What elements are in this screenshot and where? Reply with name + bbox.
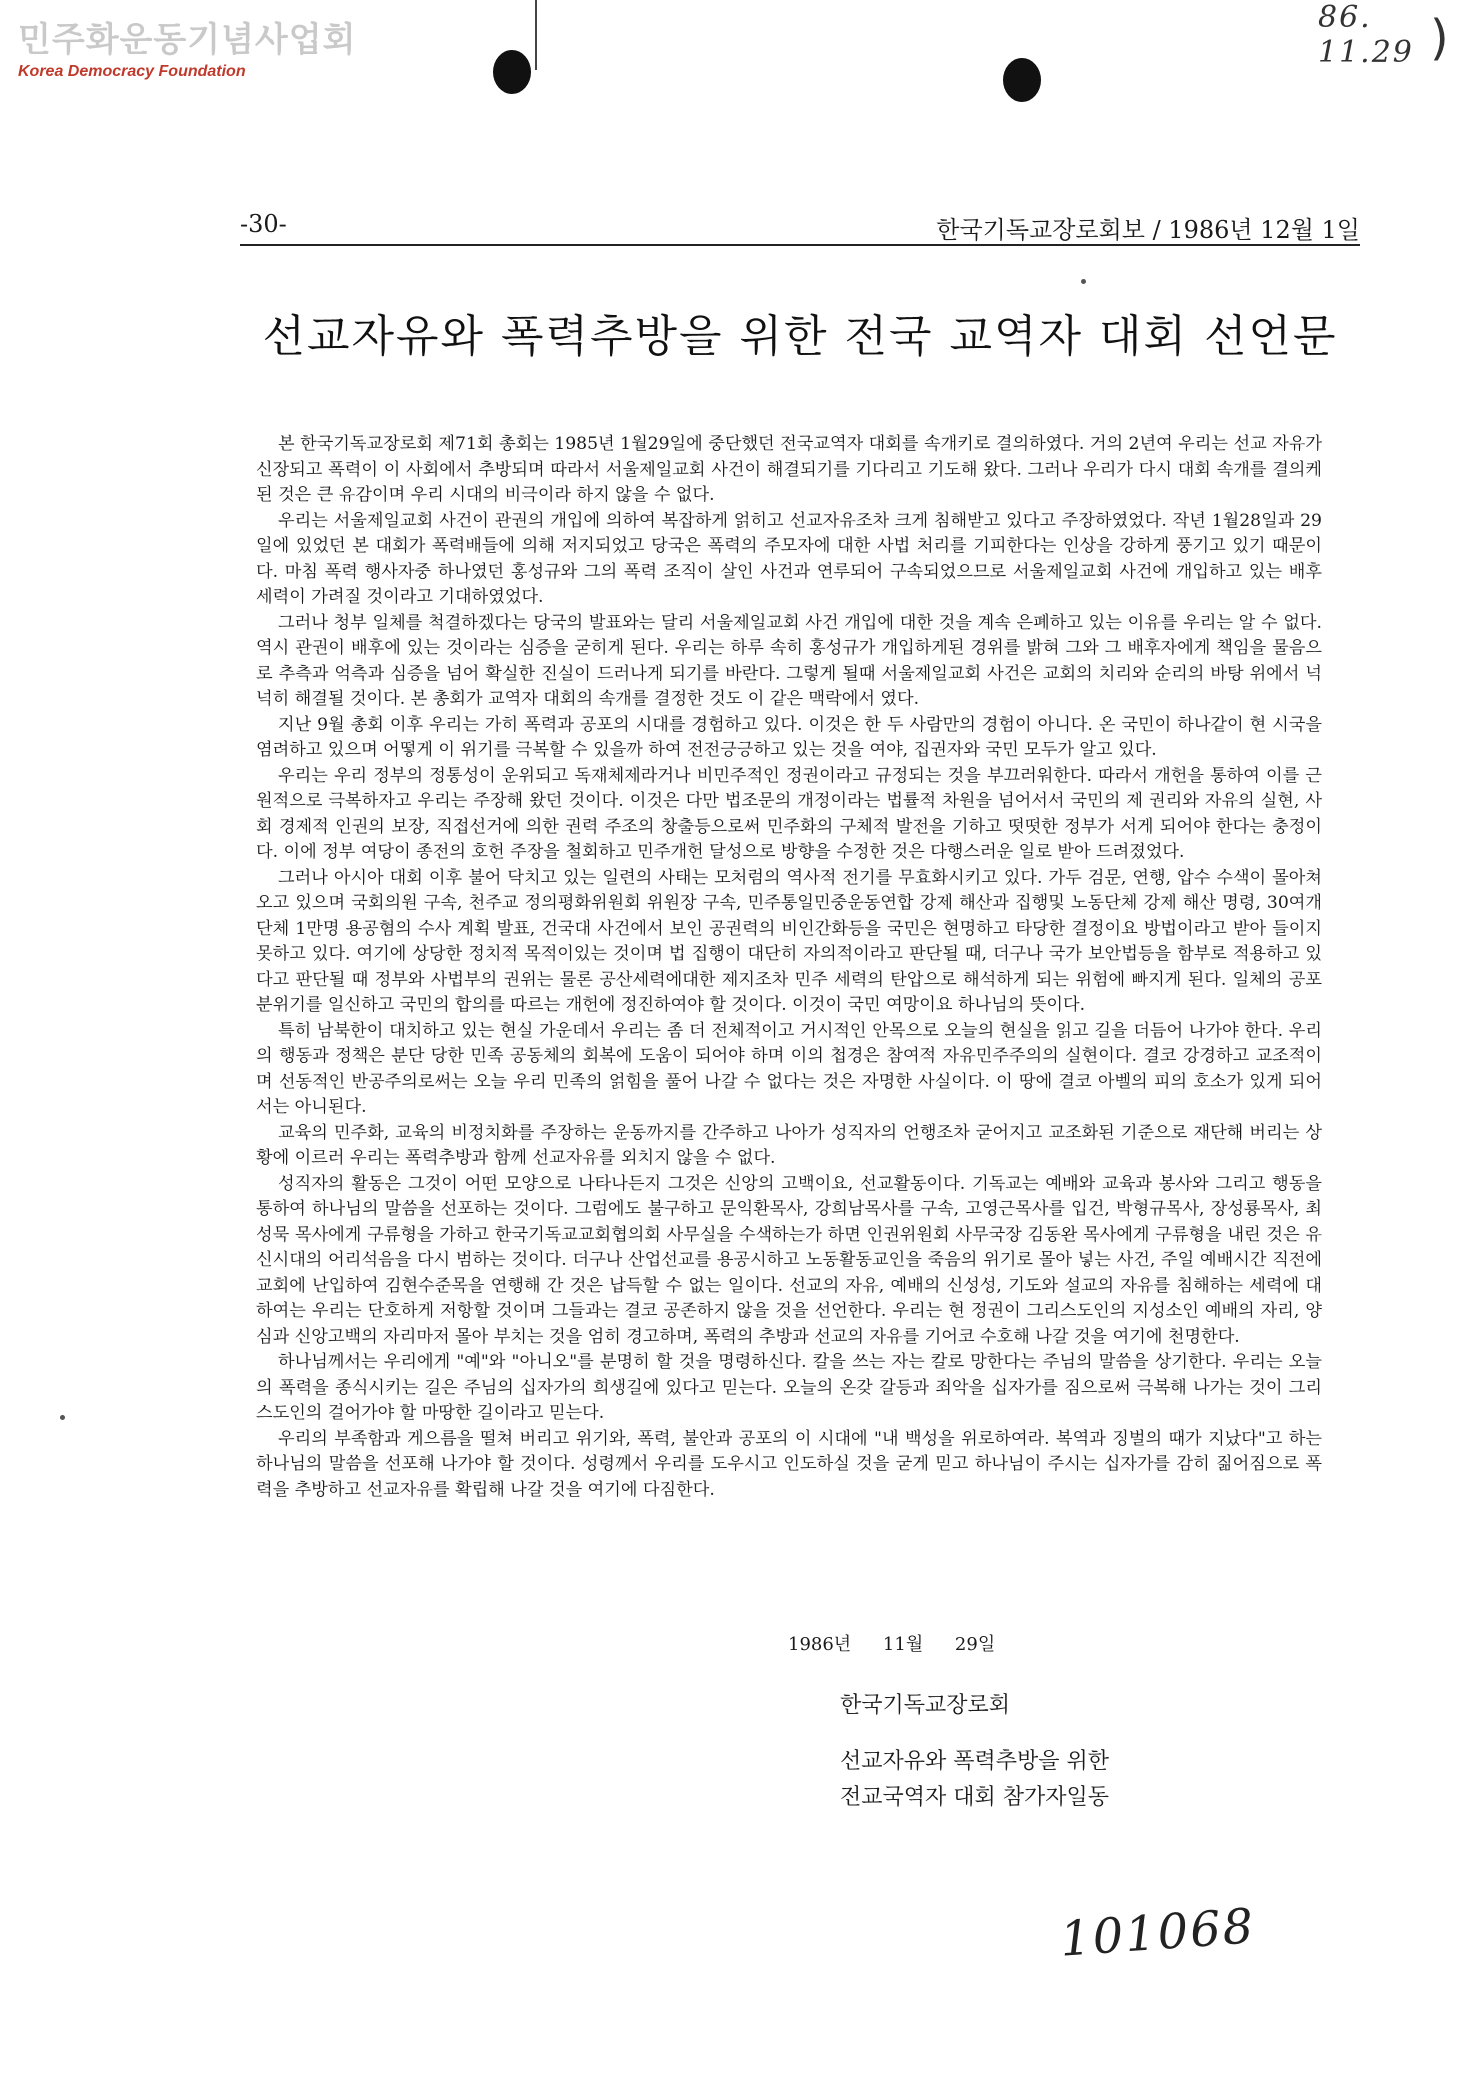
handwritten-bracket: )	[1430, 10, 1449, 66]
paragraph: 우리의 부족함과 게으름을 떨쳐 버리고 위기와, 폭력, 불안과 공포의 이 시대에 "내 백성을 위로하여라. 복역과 징벌의 때가 지났다"고 하는 하나님의 말씀을 선포해 나가야 할 것이다. 성령께서 우리를 도우시고 인도하실 것을 굳게 믿고 하나님이 주시는 십자가를 감히 짊어짐으로 폭력을 추방하고 선교자유를 확립해 나갈 것을 여기에 다짐한다.	[256, 1428, 1323, 1500]
signature-organization: 한국기독교장로회	[840, 1693, 1011, 1718]
handwritten-date: 86. 11.29	[1318, 0, 1414, 70]
signature-group	[840, 1744, 1109, 1816]
paragraph: 그러나 청부 일체를 척결하겠다는 당국의 발표와는 달리 서울제일교회 사건 개입에 대한 것을 계속 은폐하고 있는 이유를 우리는 알 수 없다. 역시 관권이 배후에 있는 것이라는 심증을 굳히게 된다. 우리는 하루 속히 홍성규가 개입하게된 경위를 밝혀 그와 그 배후자에게 책임을 물음으로 추측과 억측과 심증을 넘어 확실한 진실이 드러나게 되기를 바란다. 그렇게 될때 서울제일교회 사건은 교회의 치리와 순리의 바탕 위에서 넉넉히 해결될 것이다. 본 총회가 교역자 대회의 속개를 결정한 것도 이 같은 맥락에서 였다.	[256, 612, 1322, 709]
paragraph: 그러나 아시아 대회 이후 불어 닥치고 있는 일련의 사태는 모처럼의 역사적 전기를 무효화시키고 있다. 가두 검문, 연행, 압수 수색이 몰아쳐 오고 있으며 국회의원 구속, 천주교 정의평화위원회 위원장 구속, 민주통일민중운동연합 강제 해산과 집행및 노동단체 강제 해산 명령, 30여개 단체 1만명 용공혐의 수사 계획 발표, 건국대 사건에서 보인 공권력의 비인간화등을 국민은 현명하고 타당한 결정이요 방법이라고 받아 들이지 못하고 있다. 여기에 상당한 정치적 목적이있는 것이며 법 집행이 대단히 자의적이라고 판단될 때, 더구나 국가 보안법등을 함부로 적용하고 있다고 판단될 때 정부와 사법부의 권위는 물론 공산세력에대한 제지조차 민주 세력의 탄압으로 해석하게 되는 위험에 빠지게 된다. 일체의 공포분위기를 일신하고 국민의 합의를 따르는 개헌에 정진하여야 할 것이다. 이것이 국민 여망이요 하나님의 뜻이다.	[256, 867, 1322, 1015]
page-header	[240, 210, 1360, 246]
scan-speck	[60, 1415, 65, 1420]
punch-hole-left	[493, 50, 531, 94]
watermark-logo	[18, 20, 356, 82]
punch-hole-right	[1003, 58, 1041, 102]
page-number: -30-	[240, 210, 287, 238]
scan-speck	[1081, 279, 1086, 284]
paragraph: 우리는 우리 정부의 정통성이 운위되고 독재체제라거나 비민주적인 정권이라고 규정되는 것을 부끄러워한다. 따라서 개헌을 통하여 이를 근원적으로 극복하자고 우리는 주장해 왔던 것이다. 이것은 다만 법조문의 개정이라는 법률적 차원을 넘어서서 국민의 제 권리와 자유의 실현, 사회 경제적 인권의 보장, 직접선거에 의한 권력 주조의 창출등으로써 민주화의 구체적 발전을 기하고 떳떳한 정부가 서게 되어야 한다는 충정이다. 이에 정부 여당이 종전의 호헌 주장을 철회하고 민주개헌 달성으로 방향을 수정한 것은 다행스러운 일로 받아 드려졌었다.	[256, 765, 1322, 862]
paragraph: 특히 남북한이 대치하고 있는 현실 가운데서 우리는 좀 더 전체적이고 거시적인 안목으로 오늘의 현실을 읽고 길을 더듬어 나가야 한다. 우리의 행동과 정책은 분단 당한 민족 공동체의 회복에 도움이 되어야 하며 이의 첩경은 참여적 자유민주주의의 실현이다. 결코 강경하고 교조적이며 선동적인 반공주의로써는 오늘 우리 민족의 얽힘을 풀어 나갈 수 없다는 것은 자명한 사실이다. 이 땅에 결코 아벨의 피의 호소가 있게 되어서는 아니된다.	[256, 1020, 1322, 1117]
signature-group-line: 선교자유와 폭력추방을 위한	[840, 1749, 1110, 1774]
watermark-english: Korea Democracy Foundation	[18, 63, 246, 80]
handwritten-archive-number: 101068	[1058, 1898, 1257, 1968]
declaration-body	[256, 432, 1322, 1503]
paragraph: 교육의 민주화, 교육의 비정치화를 주장하는 운동까지를 간주하고 나아가 성직자의 언행조차 굳어지고 교조화된 기준으로 재단해 버리는 상황에 이르러 우리는 폭력추방과 함께 선교자유를 외치지 않을 수 없다.	[256, 1122, 1322, 1168]
fold-line	[535, 0, 537, 70]
publication-info: 한국기독교장로회보 / 1986년 12월 1일	[936, 216, 1360, 244]
paragraph: 본 한국기독교장로회 제71회 총회는 1985년 1월29일에 중단했던 전국교역자 대회를 속개키로 결의하였다. 거의 2년여 우리는 선교 자유가 신장되고 폭력이 이 사회에서 추방되며 따라서 서울제일교회 사건이 해결되기를 기다리고 기도해 왔다. 그러나 우리가 다시 대회 속개를 결의케된 것은 큰 유감이며 우리 시대의 비극이라 하지 않을 수 없다.	[256, 434, 1322, 505]
paragraph: 지난 9월 총회 이후 우리는 가히 폭력과 공포의 시대를 경험하고 있다. 이것은 한 두 사람만의 경험이 아니다. 온 국민이 하나같이 현 시국을 염려하고 있으며 어떻게 이 위기를 극복할 수 있을까 하여 전전긍긍하고 있는 것을 여야, 집권자와 국민 모두가 알고 있다.	[256, 714, 1322, 760]
paragraph: 성직자의 활동은 그것이 어떤 모양으로 나타나든지 그것은 신앙의 고백이요, 선교활동이다. 기독교는 예배와 교육과 봉사와 그리고 행동을 통하여 하나님의 말씀을 선포하는 것이다. 그럼에도 불구하고 문익환목사, 강희남목사를 구속, 고영근목사를 입건, 박형규목사, 장성룡목사, 최성묵 목사에게 구류형을 가하고 한국기독교교회협의회 사무실을 수색하는가 하면 인권위원회 사무국장 김동완 목사에게 구류형을 내린 것은 유신시대의 어리석음을 다시 범하는 것이다. 더구나 산업선교를 용공시하고 노동활동교인을 죽음의 위기로 몰아 넣는 사건, 주일 예배시간 직전에 교회에 난입하여 김현수준목을 연행해 간 것은 납득할 수 없는 일이다. 선교의 자유, 예배의 신성성, 기도와 설교의 자유를 침해하는 세력에 대하여는 우리는 단호하게 저항할 것이며 그들과는 결코 공존하지 않을 것을 선언한다. 우리는 현 정권이 그리스도인의 지성소인 예배의 자리, 양심과 신앙고백의 자리마저 몰아 부치는 것을 엄히 경고하며, 폭력의 추방과 선교의 자유를 기어코 수호해 나갈 것을 여기에 천명한다.	[256, 1173, 1322, 1347]
document-title: 선교자유와 폭력추방을 위한 전국 교역자 대회 선언문	[262, 311, 1338, 362]
signature-date: 1986년 11월 29일	[788, 1634, 996, 1655]
paragraph: 우리는 서울제일교회 사건이 관권의 개입에 의하여 복잡하게 얽히고 선교자유조차 크게 침해받고 있다고 주장하였었다. 작년 1월28일과 29일에 있었던 본 대회가 폭력배들에 의해 저지되었고 당국은 폭력의 주모자에 대한 사법 처리를 기피한다는 인상을 강하게 풍기고 있기 때문이다. 마침 폭력 행사자중 하나였던 홍성규와 그의 폭력 조직이 살인 사건과 연루되어 구속되었으므로 서울제일교회 사건에 개입하고 있는 배후 세력이 가려질 것이라고 기대하였었다.	[256, 510, 1322, 607]
watermark-korean: 민주화운동기념사업회	[18, 20, 357, 60]
paragraph: 하나님께서는 우리에게 "예"와 "아니오"를 분명히 할 것을 명령하신다. 칼을 쓰는 자는 칼로 망한다는 주님의 말씀을 상기한다. 우리는 오늘의 폭력을 종식시키는 길은 주님의 십자가의 희생길에 있다고 믿는다. 오늘의 온갖 갈등과 죄악을 십자가를 짐으로써 극복해 나가는 것이 그리스도인의 걸어가야 할 마땅한 길이라고 믿는다.	[256, 1352, 1322, 1423]
signature-group-line: 전교국역자 대회 참가자일동	[840, 1785, 1110, 1810]
